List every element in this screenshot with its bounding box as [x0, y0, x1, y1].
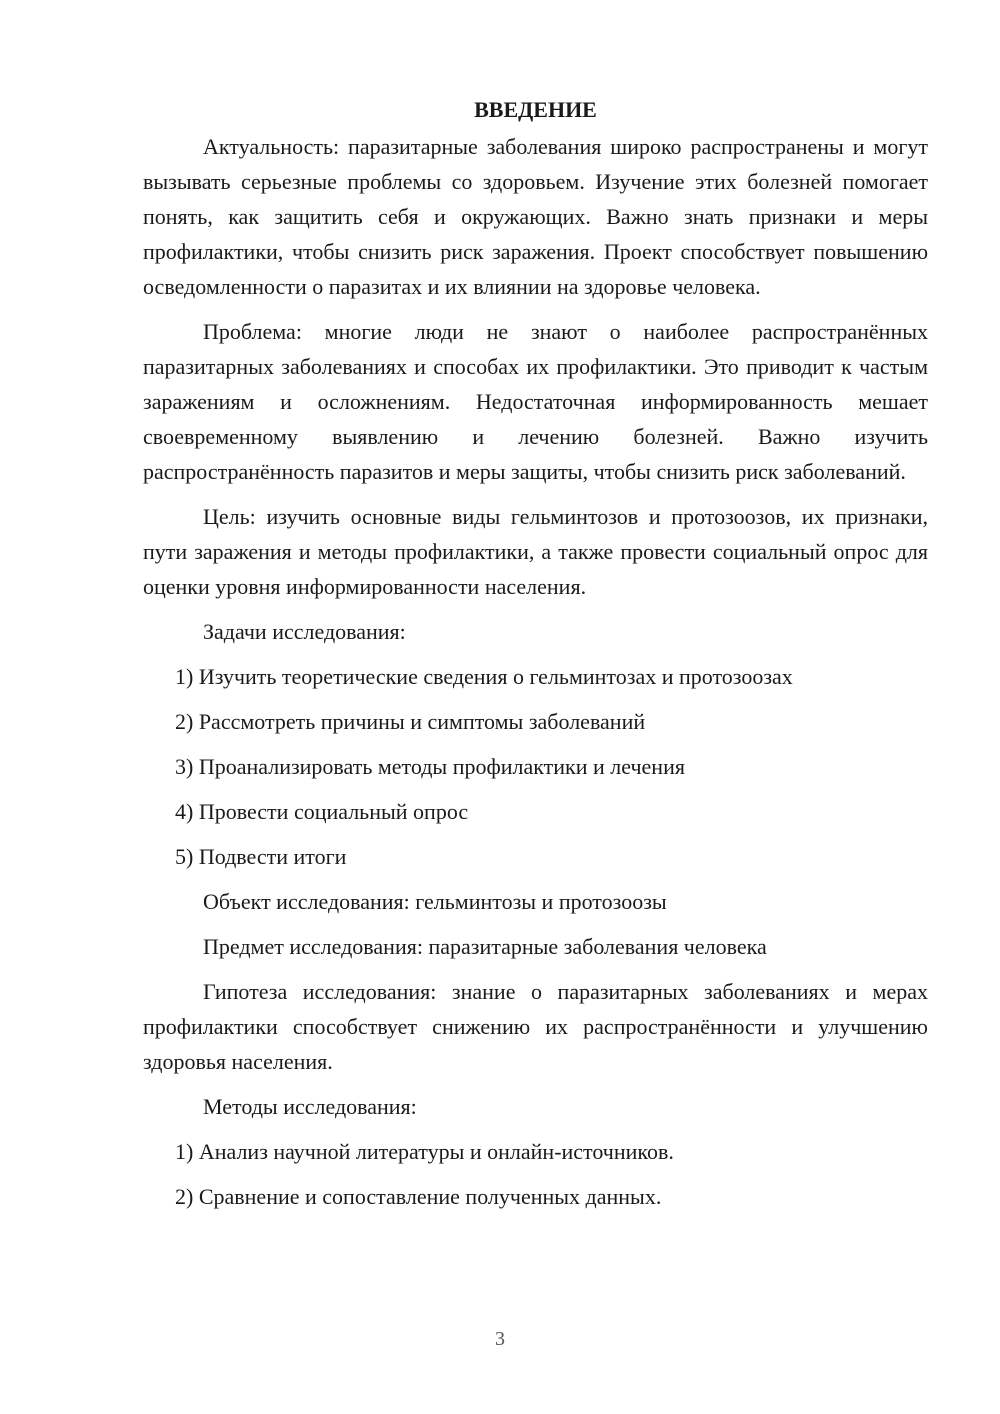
research-subject: Предмет исследования: паразитарные заболевания человека [203, 934, 767, 959]
paragraph-problem: Проблема: многие люди не знают о наиболее распространённых паразитарных заболеваниях и способах их профилактики. Это приводит к частым заражениям и осложнениям. Недостаточная информированность мешает своевременному выявлению и лечению болезней. Важно изучить распространённость паразитов и меры защиты, чтобы снизить риск заболеваний. [143, 319, 928, 484]
task-item-1: 1) Изучить теоретические сведения о гельминтозах и протозоозах [175, 664, 793, 689]
section-title: ВВЕДЕНИЕ [474, 97, 597, 122]
tasks-heading: Задачи исследования: [203, 619, 406, 644]
task-item-3: 3) Проанализировать методы профилактики и лечения [175, 754, 685, 779]
paragraph-goal: Цель: изучить основные виды гельминтозов и протозоозов, их признаки, пути заражения и методы профилактики, а также провести социальный опрос для оценки уровня информированности населения. [143, 504, 928, 599]
page-content [143, 92, 928, 1224]
paragraph-hypothesis: Гипотеза исследования: знание о паразитарных заболеваниях и мерах профилактики способствует снижению их распространённости и улучшению здоровья населения. [143, 979, 928, 1074]
method-item-1: 1) Анализ научной литературы и онлайн-источников. [175, 1139, 674, 1164]
task-item-5: 5) Подвести итоги [175, 844, 347, 869]
methods-heading: Методы исследования: [203, 1094, 417, 1119]
task-item-4: 4) Провести социальный опрос [175, 799, 469, 824]
research-object: Объект исследования: гельминтозы и протозоозы [203, 889, 667, 914]
task-item-2: 2) Рассмотреть причины и симптомы заболеваний [175, 709, 646, 734]
paragraph-relevance: Актуальность: паразитарные заболевания широко распространены и могут вызывать серьезные проблемы со здоровьем. Изучение этих болезней помогает понять, как защитить себя и окружающих. Важно знать признаки и меры профилактики, чтобы снизить риск заражения. Проект способствует повышению осведомленности о паразитах и их влиянии на здоровье человека. [143, 134, 928, 299]
page-number: 3 [495, 1328, 505, 1350]
method-item-2: 2) Сравнение и сопоставление полученных данных. [175, 1184, 662, 1209]
